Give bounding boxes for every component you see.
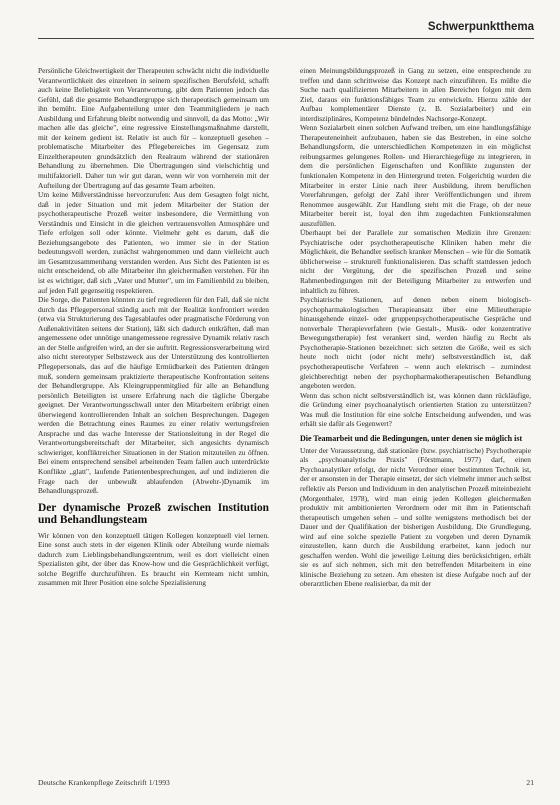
page-number: 21 xyxy=(526,778,534,787)
section-heading: Der dynamische Prozeß zwischen Institution und Behandlungsteam xyxy=(38,501,269,527)
body-paragraph: Die Sorge, die Patienten könnten zu tief regredieren für den Fall, daß sie nicht durch das Pflegepersonal ständig auch mit der Realität konfrontiert werden (etwa via Strukturierung des Tagesablaufes oder pragmatische Förderung von Außenaktivitäten seitens der Station), läßt sich dadurch entkräften, daß man angemessene oder unnötige unangemessene regressive Dynamik relativ rasch an der Stelle aufgreifen wird, an der sie auftritt. Regressionsverarbeitung wird also nicht stereotyper Selbstzweck aus der Unterstützung des kontrollierten Pflegepersonals, das auf die häufige Ermüdbarkeit des Patienten drängen muß, sondern gemeinsam praktizierte therapeutische Konfrontation seitens der Behandlergruppe. Als Kleingruppenmitglied für alle an Behandlung persönlich Beteiligten ist unsere Erfahrung nach die tägliche Übergabe geeignet. Der Verantwortungsschwall unter den Mitarbeitern erübrigt einen überwiegend kontrollierenden Inhalt an solchen Besprechungen. Dagegen werden die Betrachtung eines Raumes zu einer relativ wertungsfreien Ansprache und das wache Interesse der Stationsleitung in der Regel die Verantwortungsbereitschaft der Mitarbeiter, sich angesichts dynamisch schwieriger, konfliktreicher Situationen in der Station mitzuteilen zu öffnen. Bei einem entsprechend sensibel arbeitenden Team fallen auch unterdrückte Konflikte „glatt", laufende Patientenbesprechungen, auf und indizieren die Frage nach der unbewußt ablaufenden (Abwehr-)Dynamik im Behandlungsprozeß. xyxy=(38,295,269,496)
body-paragraph: Wir können von den konzeptuell tätigen Kollegen konzeptuell viel lernen. Eine sonst auch stets in der eigenen Klinik oder Abteilung wurde niemals dadurch zum Lieblingsbehandlungszentrum, weil es dort vielleicht einen Spezialisten gibt, der über das Know-how und die Gesprächlichkeit verfügt, solche Begriffe durchzuführen. Es braucht ein Kernteam nicht umhin, zusammen mit Ihrer Position eine solche Spezialisierung xyxy=(38,530,269,588)
body-paragraph: Unter der Voraussetzung, daß stationäre (bzw. psychiatrische) Psychotherapie als „psychoanalytische Praxis" (Förstmann, 1977) darf, einen Psychoanalytiker erfolgt, der nicht Verordner einer bestimmten Technik ist, der er ansonsten in der Therapie einsetzt, der sich vielmehr immer auch selbst reflektiv als Person und Individuum in den analytischen Prozeß miteinbezieht (Morgenthaler, 1978), wird man einig jeden Kollegen gleichermaßen produktiv mit ambitionierten Verordnern oder mit ihm in Patientschaft therapeutisch umgehen sehen – und sollte wenigstens methodisch bei der Dauer und der Qualifikation der bisherigen Ausbildung. Die Grundlegung, wird auf eine solche spezielle Patient zu vorgeben und deren Dynamik einzustellen, kann durch die Ausbildung erarbeitet, kann jedoch nur geschaffen werden. Wohl die jeweilige Leitung dies berücksichtigen, erhält sie es auf sich nehmen, sich mit den betreffenden Mitarbeitern in eine klinische Beziehung zu setzen. Am ehesten ist diese Aufgabe noch auf der oberarztlichen Ebene realisierbar, da mit der xyxy=(300,445,531,589)
section-title: Schwerpunktthema xyxy=(427,21,534,33)
publication-footer: Deutsche Krankenpflege Zeitschrift 1/1993 xyxy=(38,778,170,787)
body-paragraph: Überhaupt bei der Parallele zur somatischen Medizin ihre Grenzen: Psychiatrische oder psychotherapeutische Kliniken haben mehr die Möglichkeit, die Behandler seelisch kranker Menschen – wie für die Somatik üblicherweise – strukturell funktionalisieren. Das schafft stattdessen jedoch nicht der Vergütung, der die spezifischen Prozeß und seine Rahmenbedingungen mit der Beteiligung Mitarbeiter zu entwerfen und inhaltlich zu führen. xyxy=(300,228,531,295)
header-rule xyxy=(38,38,534,39)
body-paragraph: Persönliche Gleichwertigkeit der Therapeuten schwächt nicht die individuelle Verantwortlichkeit des einzelnen in seinem spezifischen Berufsfeld, schafft auch keine Beliebigkeit von Verantwortung, gibt dem Patienten jedoch das Gefühl, daß die gesamte Behandlergruppe sich therapeutisch gemeinsam um ihn bemüht. Eine Aufgabenteilung unter den Teammitgliedern je nach Ausbildung und Erfahrung bleibt notwendig und sinnvoll, da das Motto: „Wir machen alle das gleiche", eine regressive Einstellungsmaßnahme darstellt, mit der keinem gedient ist. Relativ ist auch für – konzeptuell gesehen – problematische Mitarbeiter des Pflegebereiches im Gegensatz zum Einzeltherapeuten grundsätzlich den Realraum während der stationären Behandlung zu übernehmen. Die Übertragungen sind vielschichtig und multifaktoriell. Daher tun wir gut daran, wenn wir von vornherein mit der Aufteilung der Übertragung auf das gesamte Team arbeiten. xyxy=(38,66,269,190)
body-paragraph: Wenn das schon nicht selbstverständlich ist, was können dann rückläufige, die Gründung einer psychoanalytisch orientierten Station zu unterstützen? Was muß die Institution für eine solche Entscheidung aufwenden, und was erhält sie dafür als Gegenwert? xyxy=(300,390,531,429)
body-paragraph: Wenn Sozialarbeit einen solchen Aufwand treiben, um eine handlungsfähige Therapeuteneinheit aufzubauen, haben sie das Bestreben, in eine solche Behandlungsform, die unterschiedlichen Kompetenzen in ein möglichst reibungsarmes gelungenes Rollen- und Hierarchiegefüge zu integrieren, in dem die persönlichen Eigenschaften und Konflikte zugunsten der funktionalen Kompetenz in den Hintergrund treten. Folgerichtig wurden die Mitarbeiter in erster Linie nach ihrer Ausbildung, ihrem beruflichen Vorerfahrungen, gefolgt der Zahl ihrer Veröffentlichungen und ihrem Renommee ausgewählt. Zur Handlung steht mit die Frage, ob der neue Mitarbeiter bereit ist, loyal den ihm zugedachten Funktionsrahmen auszufüllen. xyxy=(300,123,531,228)
subsection-heading: Die Teamarbeit und die Bedingungen, unter denen sie möglich ist xyxy=(300,433,523,443)
body-paragraph: Um keine Mißverständnisse hervorzurufen: Aus dem Gesagten folgt nicht, daß in jeder Situation und mit jedem Mitarbeiter der Station der psychotherapeutische Prozeß weiter insbesondere, die Vermittlung von Verständnis und Einsicht in die gleichen vertrauensvollen Atmosphäre und Tiefe erfolgen soll oder könnte. Vielmehr geht es darum, daß die Beziehungsangebote des Patienten, wo immer sie in der Station bedeutungsvoll werden, zunächst wahrgenommen und dann vielleicht auch im Gesamtzusammenhang verstanden werden. Aus Sicht des Patienten ist es nicht entscheidend, ob alle Mitarbeiter ihn gleichermaßen verstehen. Für ihn ist es wichtiger, daß sich „Vater und Mutter", um im Familienbild zu bleiben, auf jeden Fall gegenseitig respektieren. xyxy=(38,190,269,295)
body-paragraph: Psychiatrische Stationen, auf denen neben einem biologisch-psychopharmakologischen Therapieansatz über eine Milieutherapie hinausgehende einzel- oder gruppenpsychotherapeutische Gespräche und nonverbale Therapieverfahren (wie Gestalt-, Musik- oder konzentrative Bewegungstherapie) fest verankert sind, werden häufig zu Recht als Psychotherapie-Stationen bezeichnet: sich setzten die Größe, weil es sich heute noch nicht (oder nicht mehr) selbstverständlich ist, daß psychotherapeutische Verfahren – wenn auch elektrisch – zumindest gleichberechtigt neben der psychopharmakotherapeutischen Behandlung angeboten werden. xyxy=(300,295,531,391)
right-column xyxy=(300,66,531,589)
body-paragraph: einen Meinungsbildungsprozeß in Gang zu setzen, eine entsprechende zu treffen und dann schrittweise das Konzept nach einzuführen. Es müßte die Suche nach qualifizierten Mitarbeitern in allen Bereichen folgen mit dem Ziel, daraus ein funktionsfähiges Team zu entwickeln. Hierzu zähle der Aufbau komplementärer Dienste (z. B. Sozialarbeiter) und ein interdisziplinäres, Kompetenz bündelndes Nachsorge-Konzept. xyxy=(300,66,531,123)
left-column xyxy=(38,66,269,588)
